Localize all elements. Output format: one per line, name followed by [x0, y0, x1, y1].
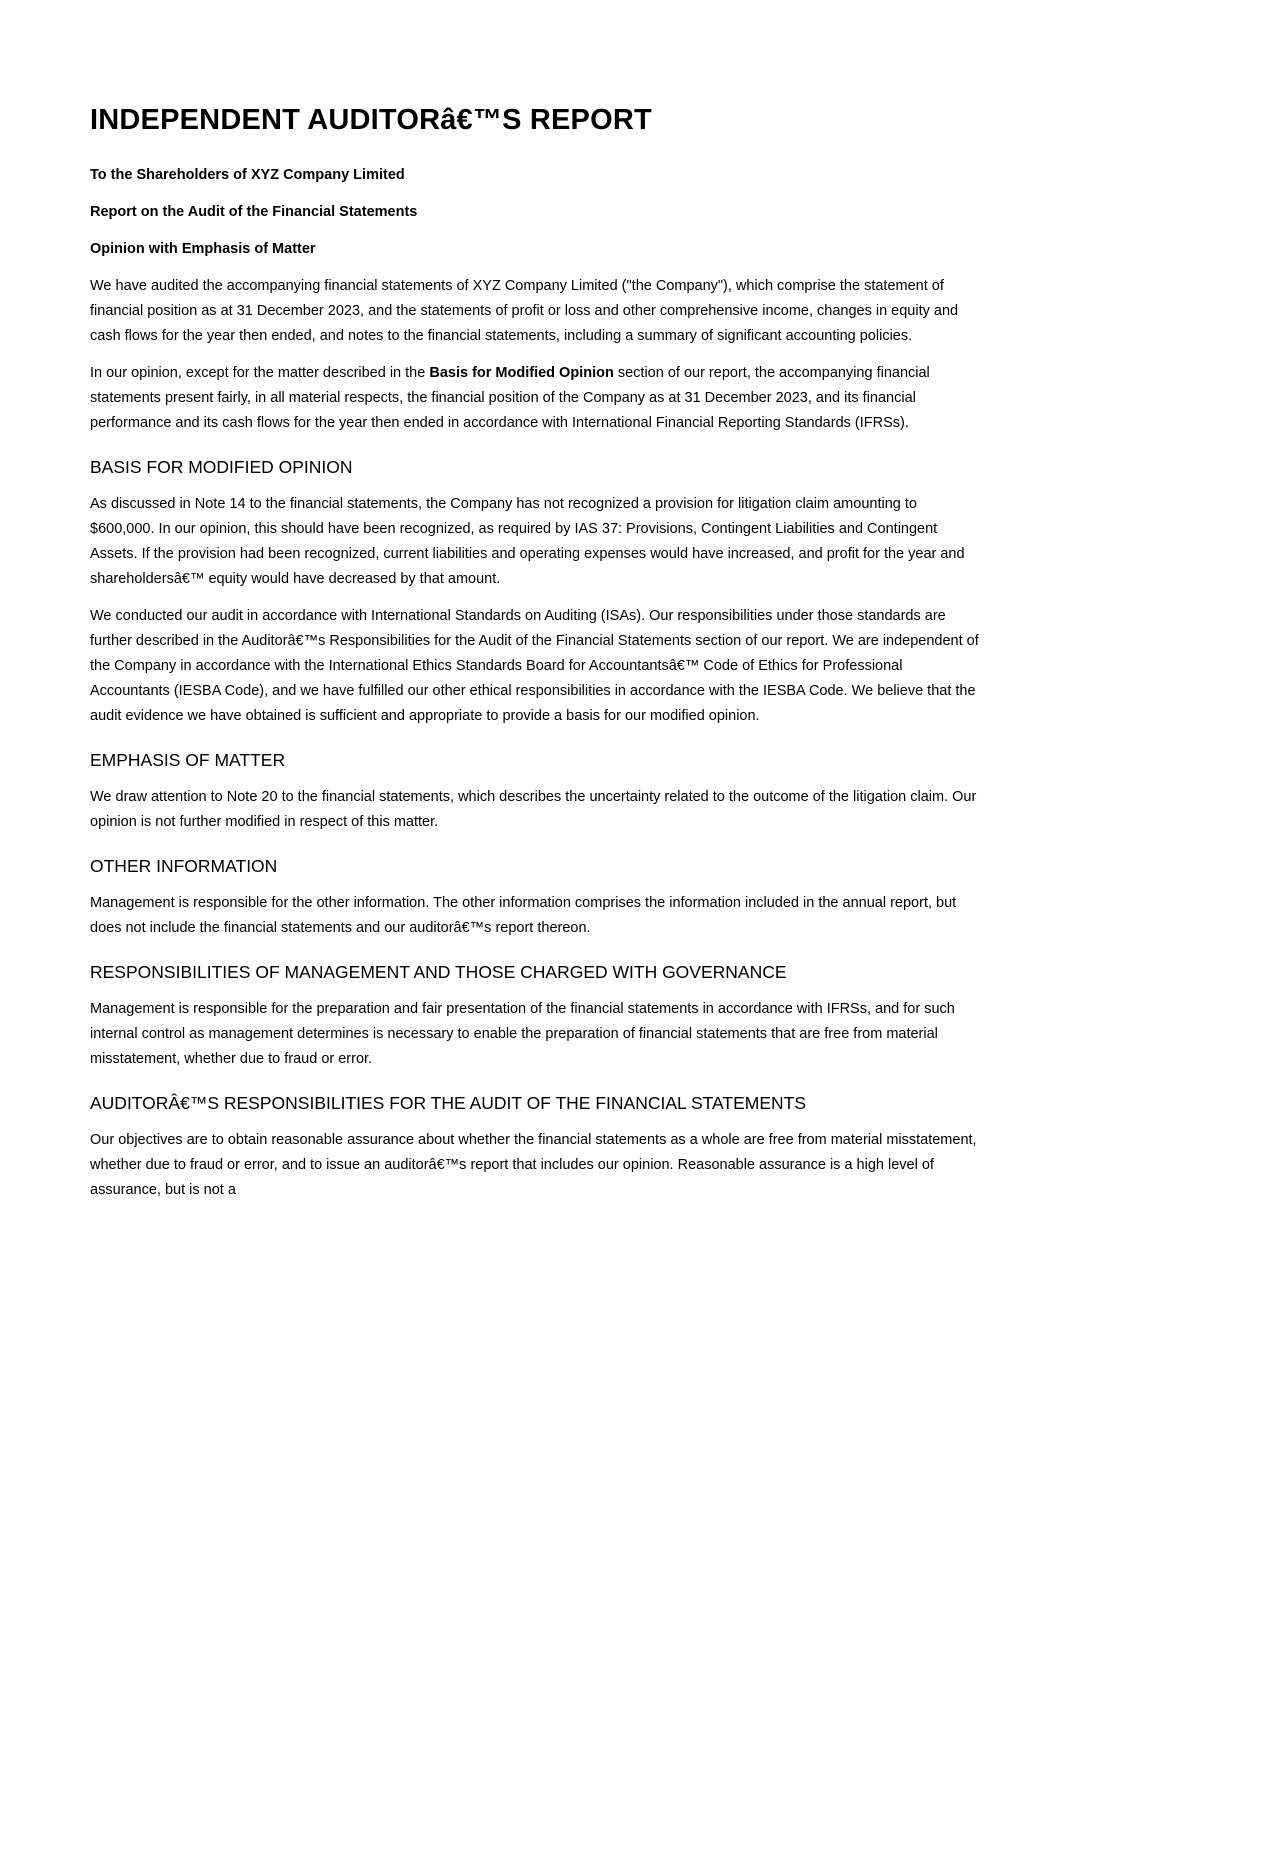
opinion-p2-bold-reference: Basis for Modified Opinion	[429, 365, 614, 381]
basis-paragraph-1: As discussed in Note 14 to the financial statements, the Company has not recognized a provision for litigation claim amounting to $600,000. In our opinion, this should have been recognized, as required by IAS 37: Provisions, Contingent Liabilities and Contingent Assets. If the provision had been recognized, current liabilities and operating expenses would have increased, and profit for the year and shareholdersâ€™ equity would have decreased by that amount.	[90, 496, 965, 587]
report-title: INDEPENDENT AUDITORâ€™S REPORT	[90, 104, 652, 136]
report-on-audit-heading: Report on the Audit of the Financial Statements	[90, 204, 418, 220]
report-content	[90, 0, 980, 1302]
section-heading-basis-for-modified-opinion: BASIS FOR MODIFIED OPINION	[90, 457, 353, 477]
other-information-paragraph: Management is responsible for the other information. The other information comprises the information included in the annual report, but does not include the financial statements and our auditorâ€™s report thereon.	[90, 895, 957, 936]
opinion-paragraph-1: We have audited the accompanying financial statements of XYZ Company Limited ("the Company"), which comprise the statement of financial position as at 31 December 2023, and the statements of profit or loss and other comprehensive income, changes in equity and cash flows for the year then ended, and notes to the financial statements, including a summary of significant accounting policies.	[90, 278, 959, 344]
auditor-responsibilities-paragraph: Our objectives are to obtain reasonable assurance about whether the financial statements as a whole are free from material misstatement, whether due to fraud or error, and to issue an auditorâ€™s report that includes our opinion. Reasonable assurance is a high level of assurance, but is not a	[90, 1132, 977, 1198]
opinion-p2-post: section of our report, the accompanying financial statements present fairly, in all material respects, the financial position of the Company as at 31 December 2023, and its financial performance and its cash flows for the year then ended in accordance with International Financial Reporting Standards (IFRSs).	[90, 365, 930, 431]
management-responsibilities-paragraph: Management is responsible for the preparation and fair presentation of the financial statements in accordance with IFRSs, and for such internal control as management determines is necessary to enable the preparation of financial statements that are free from material misstatement, whether due to fraud or error.	[90, 1001, 955, 1067]
opinion-p2-pre: In our opinion, except for the matter described in the	[90, 365, 430, 381]
emphasis-paragraph: We draw attention to Note 20 to the financial statements, which describes the uncertainty related to the outcome of the litigation claim. Our opinion is not further modified in respect of this matter.	[90, 789, 977, 830]
opinion-heading: Opinion with Emphasis of Matter	[90, 241, 316, 257]
section-heading-other-information: OTHER INFORMATION	[90, 856, 278, 876]
section-heading-auditor-responsibilities: AUDITORÂ€™S RESPONSIBILITIES FOR THE AUDIT OF THE FINANCIAL STATEMENTS	[90, 1093, 807, 1113]
addressee-line: To the Shareholders of XYZ Company Limited	[90, 167, 405, 183]
opinion-paragraph-2	[90, 361, 980, 436]
basis-paragraph-2: We conducted our audit in accordance with International Standards on Auditing (ISAs). Our responsibilities under those standards are further described in the Auditorâ€™s Responsibilities for the Audit of the Financial Statements section of our report. We are independent of the Company in accordance with the International Ethics Standards Board for Accountantsâ€™ Code of Ethics for Professional Accountants (IESBA Code), and we have fulfilled our other ethical responsibilities in accordance with the IESBA Code. We believe that the audit evidence we have obtained is sufficient and appropriate to provide a basis for our modified opinion.	[90, 608, 979, 724]
section-heading-management-responsibilities: RESPONSIBILITIES OF MANAGEMENT AND THOSE CHARGED WITH GOVERNANCE	[90, 962, 787, 982]
section-heading-emphasis-of-matter: EMPHASIS OF MATTER	[90, 750, 286, 770]
